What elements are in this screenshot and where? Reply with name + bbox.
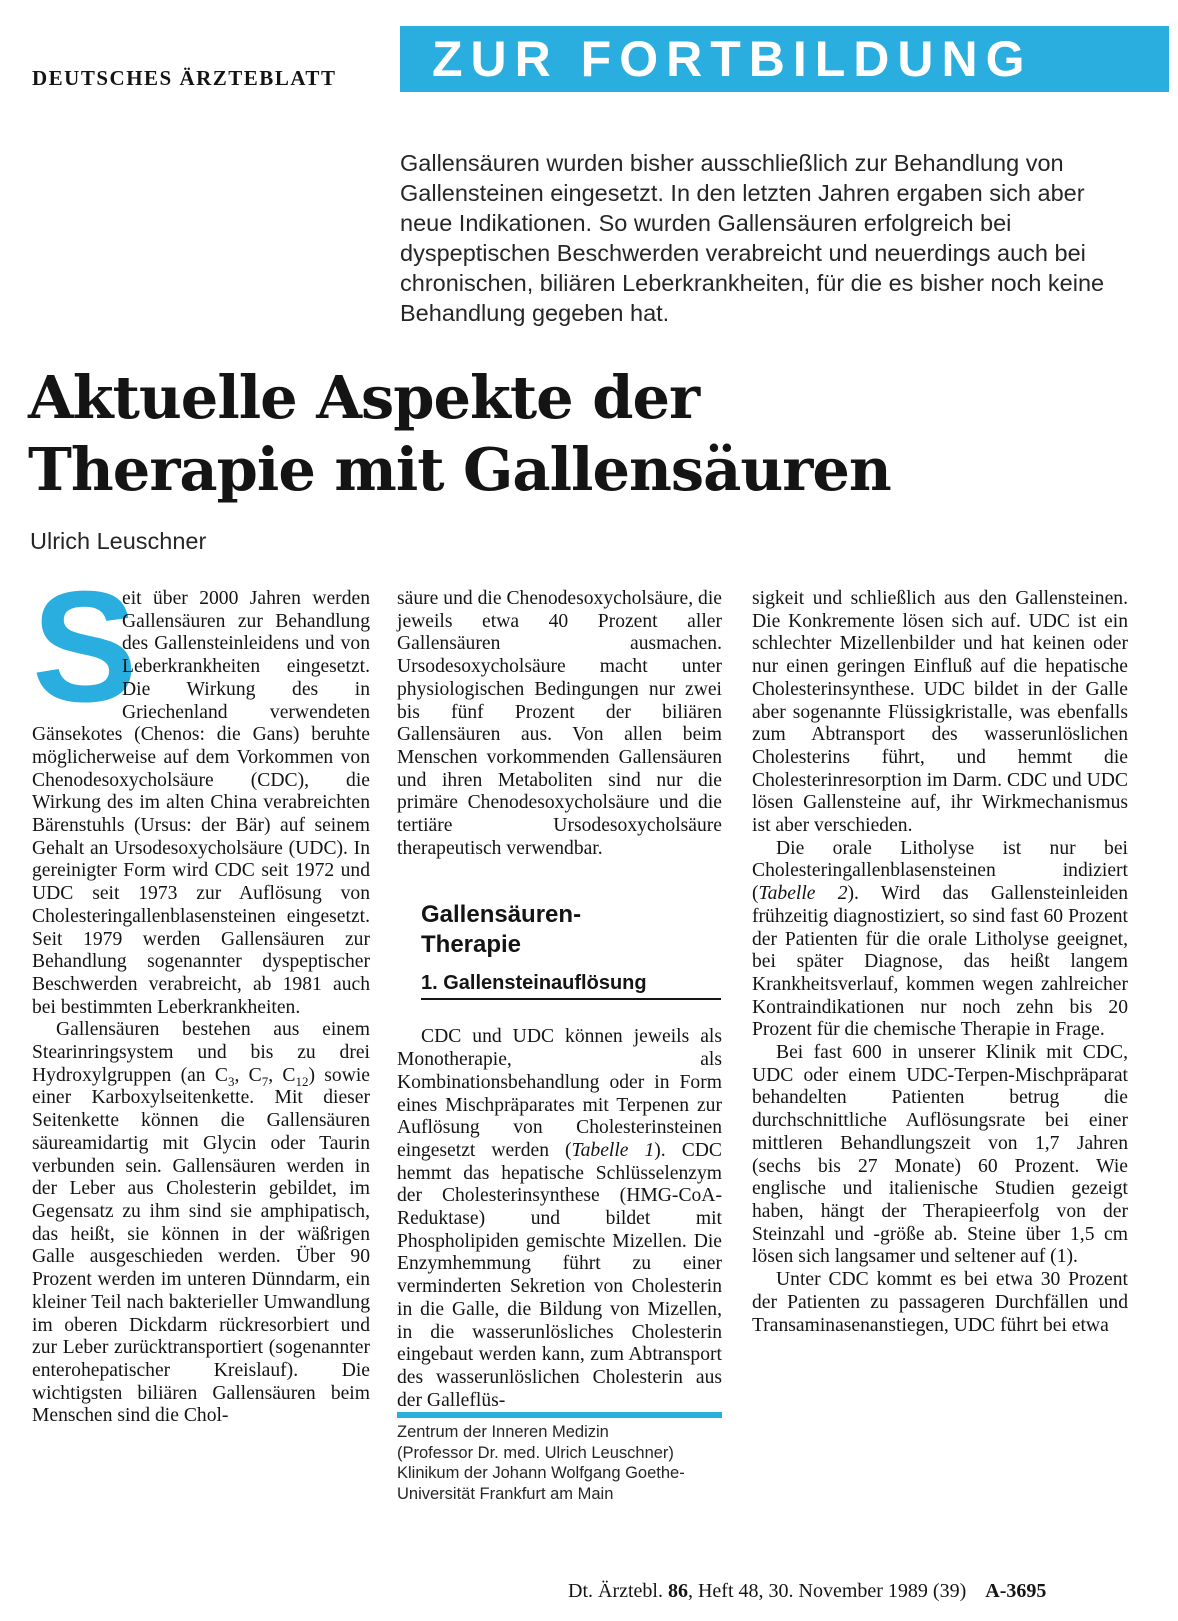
author-affiliation <box>397 1422 727 1504</box>
affiliation-divider <box>397 1412 722 1418</box>
paragraph-text: Die orale Litholyse ist nur bei Cholesteringallenblasensteinen indiziert ( <box>752 837 1128 905</box>
section-banner <box>400 26 1169 92</box>
table-reference: Tabelle 1 <box>571 1139 655 1161</box>
paragraph: Bei fast 600 in unserer Klinik mit CDC, UDC oder einem UDC-Terpen-Mischpräparat behandelten Patienten betrug die durchschnittliche Auflösungsrate bei einer mittleren Behandlungszeit von 1,7 Jahren (sechs bis 27 Monate) 60 Prozent. Wie englische und italienische Studien gezeigt haben, hängt der Therapieerfolg von der Steinzahl und -größe ab. Steine über 1,5 cm lösen sich langsamer und seltener auf (1). <box>752 1042 1128 1268</box>
text-column-2 <box>397 588 722 1412</box>
paragraph <box>397 1026 722 1412</box>
page-footer <box>568 1580 1046 1603</box>
affiliation-line: Klinikum der Johann Wolfgang Goethe- <box>397 1464 685 1482</box>
paragraph <box>32 1019 370 1428</box>
article-title <box>28 362 1128 506</box>
section-heading-line-2: Therapie <box>421 931 522 959</box>
journal-name: DEUTSCHES ÄRZTEBLATT <box>32 66 337 90</box>
section-heading-line-1: Gallensäuren- <box>421 901 582 929</box>
footer-journal: Dt. Ärztebl. <box>568 1580 663 1602</box>
paragraph-text: CDC und UDC können jeweils als Monotherapie, als Kombinationsbehandlung oder in Form eines Mischpräparates mit Terpenen zur Auflösung von Cholesterinsteinen eingesetzt werden ( <box>397 1026 722 1161</box>
paragraph-text: , C <box>234 1064 262 1086</box>
title-line-2: Therapie mit Gallensäuren <box>28 435 891 504</box>
paragraph-text: ). CDC hemmt das hepatische Schlüsselenzym der Cholesterinsynthese (HMG-CoA-Reduktase) und bildet mit Phospholipiden gemischte Mizellen. Die Enzymhemmung führt zu einer verminderten Sekretion von Cholesterin in die Galle, die Bildung von Mizellen, in die wasserunlösliches Cholesterin eingebaut werden kann, zum Abtransport des wasserunlöslichen Cholesterin aus der Galleflüs- <box>397 1139 722 1411</box>
footer-issue: , Heft 48, 30. November 1989 (39) <box>687 1580 967 1602</box>
paragraph <box>752 838 1128 1042</box>
paragraph: sigkeit und schließlich aus den Gallensteinen. Die Konkremente lösen sich auf. UDC ist ein schlechter Mizellenbilder und hat keinen oder nur einen geringen Einfluß auf die hepatische Cholesterinsynthese. UDC bildet in der Galle aber sogenannte Flüssigkristalle, was ebenfalls zum Abtransport des wasserunlöslichen Cholesterins führt, und hemmt die Cholesterinresorption im Darm. CDC und UDC lösen Gallensteine auf, ihr Wirkmechanismus ist aber verschieden. <box>752 588 1128 837</box>
drop-cap: S <box>32 559 138 735</box>
paragraph-text: ). Wird das Gallensteinleiden frühzeitig diagnostiziert, so sind fast 60 Prozent der Patienten für die orale Litholyse geeignet, bei später Diagnose, das heißt langem Krankheitsverlauf, kommen wegen zahlreicher Kontraindikationen nur noch zehn bis 20 Prozent für die chemische Therapie in Frage. <box>752 883 1128 1041</box>
lead-paragraph: Gallensäuren wurden bisher ausschließlich zur Behandlung von Gallensteinen eingesetzt. In den letzten Jahren ergaben sich aber neue Indikationen. So wurden Gallensäuren erfolgreich bei dyspeptischen Beschwerden verabreicht und neuerdings auch bei chronischen, biliären Leberkrankheiten, für die es bisher noch keine Behandlung gegeben hat. <box>400 150 1105 326</box>
subscript: 12 <box>295 1073 309 1089</box>
subscript: 3 <box>227 1073 235 1089</box>
subsection-heading: 1. Gallensteinauflösung <box>421 970 721 1000</box>
footer-volume: 86 <box>667 1580 688 1602</box>
table-reference: Tabelle 2 <box>758 883 848 905</box>
section-heading <box>421 900 722 960</box>
paragraph: Unter CDC kommt es bei etwa 30 Prozent der Patienten zu passageren Durchfällen und Transaminasenanstiegen, UDC führt bei etwa <box>752 1269 1128 1336</box>
spacer <box>397 1000 722 1026</box>
page-number: A-3695 <box>985 1580 1047 1602</box>
paragraph-text: , C <box>268 1064 296 1086</box>
text-column-3 <box>752 588 1128 1337</box>
affiliation-line: (Professor Dr. med. Ulrich Leuschner) <box>397 1443 674 1462</box>
text-column-1 <box>32 559 370 1428</box>
affiliation-line: Universität Frankfurt am Main <box>397 1484 614 1503</box>
author-name: Ulrich Leuschner <box>30 528 207 554</box>
paragraph: säure und die Chenodesoxycholsäure, die jeweils etwa 40 Prozent aller Gallensäuren ausmachen. Ursodesoxycholsäure macht unter physiologischen Bedingungen nur zwei bis fünf Prozent der biliären Gallensäuren aus. Von allen beim Menschen vorkommenden Gallensäuren und ihren Metaboliten sind nur die primäre Chenodesoxycholsäure und die tertiäre Ursodesoxycholsäure therapeutisch verwendbar. <box>397 588 722 859</box>
title-line-1: Aktuelle Aspekte der <box>28 363 700 432</box>
subscript: 7 <box>261 1073 269 1089</box>
paragraph-text: eit über 2000 Jahren werden Gallensäuren zur Behandlung des Gallensteinleidens und von Leberkrankheiten eingesetzt. Die Wirkung des in Griechenland verwendeten Gänsekotes (Chenos: die Gans) beruhte möglicherweise auf dem Vorkommen von Chenodesoxycholsäure (CDC), die Wirkung des im alten China verabreichten Bärenstuhls (Ursus: der Bär) auf seinem Gehalt an Ursodesoxycholsäure (UDC). In gereinigter Form wird CDC seit 1972 und UDC seit 1973 zur Auflösung von Cholesteringallenblasensteinen eingesetzt. Seit 1979 werden Gallensäuren zur Behandlung sogenannter dyspeptischer Beschwerden verabreicht, ab 1981 auch bei bestimmten Leberkrankheiten. <box>32 588 370 1018</box>
paragraph-text: ) sowie einer Karboxylseitenkette. Mit dieser Seitenkette können die Gallensäuren säureamidartig mit Glycin oder Taurin verbunden sein. Gallensäuren werden in der Leber aus Cholesterin gebildet, im Gegensatz zu ihm sind sie amphipatisch, das heißt, sie können in der wäßrigen Galle ausgeschieden werden. Über 90 Prozent werden im unteren Dünndarm, ein kleiner Teil nach bakterieller Umwandlung im oberen Dickdarm rückresorbiert und zur Leber zurücktransportiert (sogenannter enterohepatischer Kreislauf). Die wichtigsten biliären Gallensäuren beim Menschen sind die Chol- <box>32 1064 370 1427</box>
affiliation-line: Zentrum der Inneren Medizin <box>397 1423 609 1441</box>
paragraph <box>32 559 370 1019</box>
paragraph-text: Gallensäuren bestehen aus einem Stearinringsystem und bis zu drei Hydroxylgruppen (an C <box>32 1019 370 1086</box>
section-label: ZUR FORTBILDUNG <box>432 31 1033 87</box>
